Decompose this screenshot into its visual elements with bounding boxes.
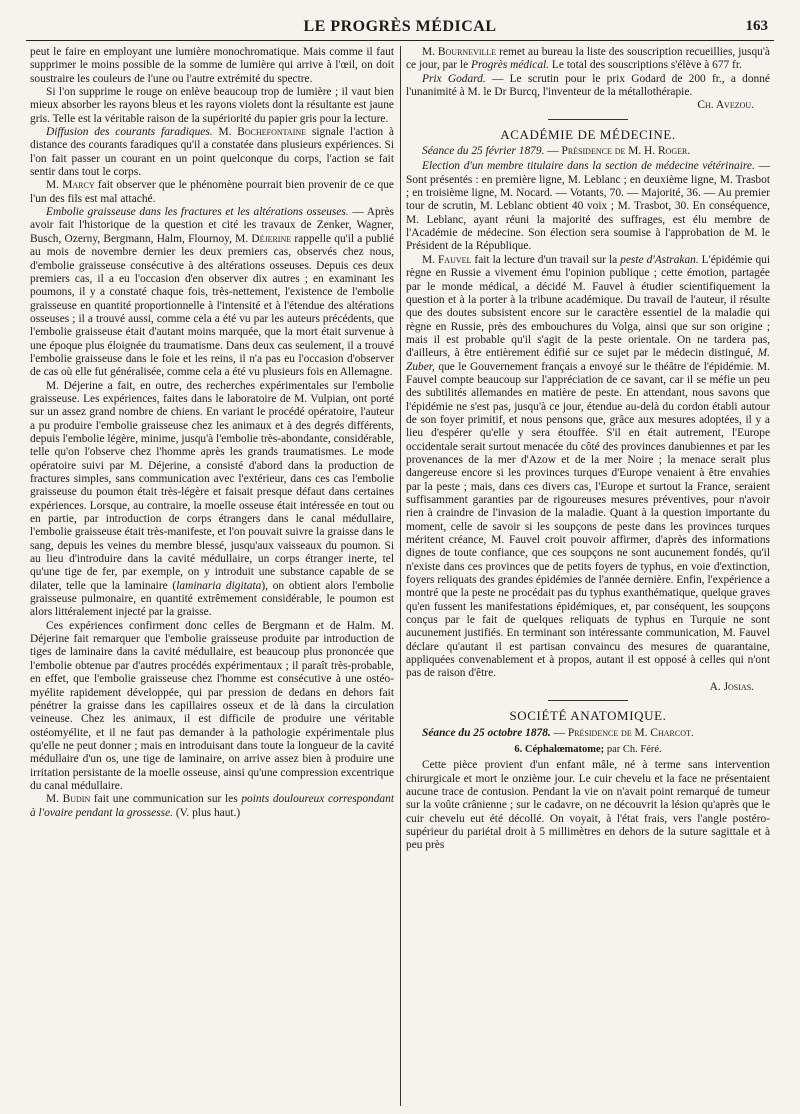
italic-name: M. Zuber,	[406, 347, 770, 373]
section-title: Embolie graisseuse dans les fractures et les altérations osseuses.	[46, 206, 349, 219]
italic-term: laminaria digitata	[176, 579, 262, 592]
page-header	[26, 14, 774, 40]
speaker-name: M. Budin	[46, 793, 91, 806]
case-title: Céphalœmatome;	[524, 743, 605, 755]
speaker-name: M. Bourneville	[422, 46, 497, 58]
paragraph-text: remet au bureau la liste des souscription recueillies, jusqu'à ce jour, par le	[406, 46, 770, 72]
paragraph	[406, 46, 770, 73]
seance-line	[406, 727, 770, 740]
paragraph	[406, 73, 770, 100]
paragraph-text: — Sont présentés : en première ligne, M. Leblanc ; en deuxième ligne, M. Trasbot ; en troisième ligne, M. Nocard. — Votants, 70. — Majorité, 36. — Au premier tour de scrutin, M. Leblanc obtient 40 voix ; M. Trasbot, 30. En conséquence, M. Leblanc, ayant réuni la majorité des suffrages, est élu membre de l'Académie de médecine. Son élection sera soumise à l'approbation de M. le Président de la République.	[406, 160, 770, 253]
paragraph: Cette pièce provient d'un enfant mâle, né à terme sans intervention chirurgicale et mort le onzième jour. Le cuir chevelu et la face ne présentaient aucune trace de contusion. Pendant la vie on n'avait point remarqué de tumeur sur la voûte crânienne ; sur le cadavre, on ne découvrit la lésion qu'après que le cuir chevelu eut été décollé. On voyait, à l'état frais, vers l'angle postéro-supérieur du pariétal droit à 5 millimètres en dehors de la suture sagittale et à peu près	[406, 759, 770, 852]
italic-title: points douloureux correspondant à l'ovaire pendant la grossesse.	[30, 793, 394, 819]
paragraph-text: — Après avoir fait l'historique de la question et cité les travaux de Zenker, Wagner, Busch, Ozerny, Bergmann, Halm, Flournoy, M.	[30, 206, 394, 245]
signature: Ch. Avezou.	[697, 99, 754, 112]
paragraph-text: fait une communication sur les	[90, 793, 242, 806]
signature: A. Josias.	[709, 680, 754, 693]
paragraph	[30, 126, 394, 179]
page-number: 163	[745, 18, 768, 34]
case-number: 6.	[514, 743, 523, 755]
section-heading-academie: ACADÉMIE DE MÉDECINE.	[500, 126, 676, 142]
paragraph-text: M. Déjerine a fait, en outre, des recherches expérimentales sur l'embolie graisseuse. Les expériences, faites dans le laboratoire de M. Vulpian, ont porté sur un assez grand nombre de chiens. En variant le procédé opératoire, l'auteur a pu produire l'embolie graisseuse chez les animaux et à des degrés différents, depuis l'embolie légère, minime, jusqu'à l'embolie très-abondante, considérable, telle qu'on l'observe chez l'homme après les grands traumatismes. Le mode opératoire suivi par M. Déjerine, a consisté d'abord dans la production de fractures simples, sans communication avec l'extérieur, dans ces cas l'embolie graisseuse du poumon était très-légère et faisait presque défaut dans certaines expériences. Lorsque, au contraire, la moelle osseuse était intéressée en tout ou en partie, par introduction de corps étrangers dans le canal médullaire, l'embolie graisseuse était très-manifeste, et l'on pouvait suivre la graisse dans le sang, depuis les veines du membre blessé, jusqu'aux vaisseaux du poumon. Si au lieu d'introduire dans la cavité médullaire, un corps étranger inerte, tel qu'une tige de fer, par exemple, on y introduit une substance capable de se dilater, telle que la laminaire (	[30, 379, 394, 592]
case-author: par Ch. Féré.	[604, 743, 662, 755]
section-title: Election d'un membre titulaire dans la section de médecine vétérinaire.	[422, 160, 755, 173]
paragraph-text: signale l'action à distance des courants faradiques qu'il a constatée dans plusieurs expériences. Si l'on fait passer un courant en un point quelconque du corps, l'action se fait sentir dans tout le corps.	[30, 126, 394, 179]
journal-title: LE PROGRÈS MÉDICAL	[303, 18, 497, 35]
paragraph	[30, 793, 394, 820]
paragraph	[30, 206, 394, 379]
paragraph	[30, 380, 394, 620]
paragraph-text: fait observer que le phénomène pourrait bien provenir de ce que l'un des fils est mal attaché.	[30, 179, 394, 205]
speaker-name: Déjerine	[251, 232, 292, 245]
paragraph-text: fait la lecture d'un travail sur la	[471, 253, 621, 266]
seance-presidence: — Présidence de M. H. Roger.	[544, 145, 691, 158]
seance-date: Séance du 25 février 1879.	[422, 145, 545, 158]
paragraph-text: Le total des souscriptions s'élève à 677 fr.	[549, 59, 742, 72]
header-rule	[26, 40, 774, 41]
case-heading	[406, 743, 770, 756]
section-title: Diffusion des courants faradiques.	[46, 126, 213, 139]
paragraph-text: L'épidémie qui règne en Russie a vivement ému l'opinion publique ; cette émotion, partagée par le monde médical, a décidé M. Fauvel à étudier scientifiquement la question et à la porter à la tribune académique. Du travail de l'auteur, il résulte que des doutes subsistent encore sur le caractère essentiel de la maladie qui règne en Russie, près des embouchures du Volga, ainsi que sur son origine ; mais il est probable qu'il s'agit de la peste orientale. On ne tardera pas, d'ailleurs, à être entièrement édifié sur ce sujet par le médecin distingué,	[406, 253, 770, 360]
paragraph-text: que le Gouvernement français a envoyé sur le théâtre de l'épidémie. M. Fauvel compte beaucoup sur l'appréciation de ce savant, car il se méfie un peu des subtilités allemandes en matière de peste. En attendant, nous savons que l'épidémie ne s'est pas, jusqu'à ce jour, étendue au-delà du cordon établi autour de son foyer primitif, et nous pensons que, grâce aux mesures adoptées, il y a lieu d'espérer qu'elle y sera étouffée. S'il en était autrement, l'Europe occidentale serait surtout menacée du côté des provinces danubiennes et par les provenances de la mer d'Azow et de la mer Noire ; la menace serait plus dangereuse encore si les provinces turques d'Europe venaient à être envahies par la peste ; mais, dans ces divers cas, l'Europe et surtout la France, seraient suffisamment garanties par de rigoureuses mesures préventives, pour n'avoir rien à craindre de l'invasion de la maladie. Quant à la question importante du moment, celle de savoir si les soupçons de peste dans les provinces turques méritent créance, M. Fauvel croit pouvoir affirmer, d'après des informations dignes de toute confiance, que ces soupçons ne sont aucunement fondés, qu'il n'existe dans ces provinces que de petits foyers de typhus, en voie d'extinction, foyers reliquats des grandes épidémies de l'année dernière. Enfin, l'expérience a montré que la peste ne procédait pas du typhus exanthématique, quelque graves qu'en fussent les manifestations épidémiques, et, par conséquent, les soupçons conçus par le fait de quelques reliquats de typhus en Turquie ne sont aucunement justifiés. En terminant son intéressante communication, M. Fauvel déclare qu'autant il est partisan convaincu des mesures de quarantaine, appliquées convenablement et à propos, autant il est opposé à celles qui n'ont pas de raison d'être.	[406, 360, 770, 680]
seance-line	[406, 145, 770, 158]
paragraph	[406, 254, 770, 681]
speaker-name: M. Fauvel	[422, 253, 472, 266]
paragraph: Si l'on supprime le rouge on enlève beaucoup trop de lumière ; il vaut bien mieux absorber les rayons bleus et les rayons violets dont la résultante est jaune gris. Telle est la véritable raison de la supériorité du papier gris pour la lecture.	[30, 86, 394, 125]
paragraph	[406, 160, 770, 253]
paragraph	[30, 179, 394, 206]
paragraph-text: rappelle qu'il a publié au mois de novembre dernier les deux premiers cas, observés chez nous, d'embolie graisseuse consécutive à des altérations osseuses. Depuis ces deux premiers cas, il a eu l'occasion d'en observer dix autres ; en examinant les poumons, il y a constaté chaque fois, très-nettement, l'existence de l'embolie graisseuse en quantité proportionnelle à l'intensité et à l'étendue des altérations osseuses ; il a trouvé aussi, comme cela a été vu par les auteurs précédents, que l'embolie graisseuse était d'autant moins marquée, que la mort était survenue à une époque plus éloignée du traumatisme. Dans deux cas seulement, il a trouvé l'embolie graisseuse dans le foie et les reins, il n'a pas eu l'occasion d'observer de cas où elle fut généralisée, comme cela a été vu plusieurs fois en Allemagne.	[30, 232, 394, 379]
seance-presidence: — Présidence de M. Charcot.	[550, 726, 694, 739]
text-columns	[30, 46, 770, 1106]
paragraph: Ces expériences confirment donc celles de Bergmann et de Halm. M. Déjerine fait remarquer que l'embolie graisseuse produite par introduction de tiges de laminaire dans la cavité médullaire, est beaucoup plus prononcée que l'embolie obtenue par d'autres procédés expérimentaux ; il paraît très-probable, en effet, que l'embolie graisseuse chez l'homme est consécutive à une ostéo-myélite rapidement développée, qui par pression de dedans en dehors fait pénétrer la graisse dans les capillaires osseux et de là dans la circulation veineuse. Chez les animaux, il est difficile de produire une véritable ostéomyélite, et il ne faut pas demander à la pathologie expérimentale plus qu'elle ne peut donner ; mais en introduisant dans toute la longueur de la cavité médullaire d'un os, une tige de laminaire, on arrive assez bien à produire une irritation persistante de la moelle osseuse, ainsi qu'une compression excentrique du canal médullaire.	[30, 619, 394, 792]
speaker-name: M. Marcy	[46, 179, 95, 192]
paragraph: peut le faire en employant une lumière monochromatique. Mais comme il faut supprimer le moins possible de la somme de lumière qui arrive à l'œil, on doit soustraire les couleurs de l'une ou l'autre extrémité du spectre.	[30, 46, 394, 85]
left-column	[30, 46, 394, 1106]
section-heading-societe: SOCIÉTÉ ANATOMIQUE.	[509, 708, 667, 724]
section-title: Prix Godard.	[422, 72, 486, 85]
section-divider	[548, 700, 628, 701]
right-column	[406, 46, 770, 1106]
paragraph-text: — Le scrutin pour le prix Godard de 200 fr., a donné l'unanimité à M. le Dr Burcq, l'inventeur de la métallothérapie.	[406, 72, 770, 99]
section-divider	[548, 119, 628, 120]
paragraph-text: ), on obtient alors l'embolie graisseuse pulmonaire, en quantité extrêmement considérable, le poumon est alors littéralement injecté par la graisse.	[30, 579, 394, 619]
column-separator	[400, 46, 401, 1106]
speaker-name: M. Bochefontaine	[218, 126, 307, 139]
paragraph-text: (V. plus haut.)	[173, 806, 241, 819]
italic-title: peste d'Astrakan.	[620, 253, 699, 266]
seance-date: Séance du 25 octobre 1878.	[422, 726, 551, 739]
italic-title: Progrès médical.	[471, 59, 550, 72]
